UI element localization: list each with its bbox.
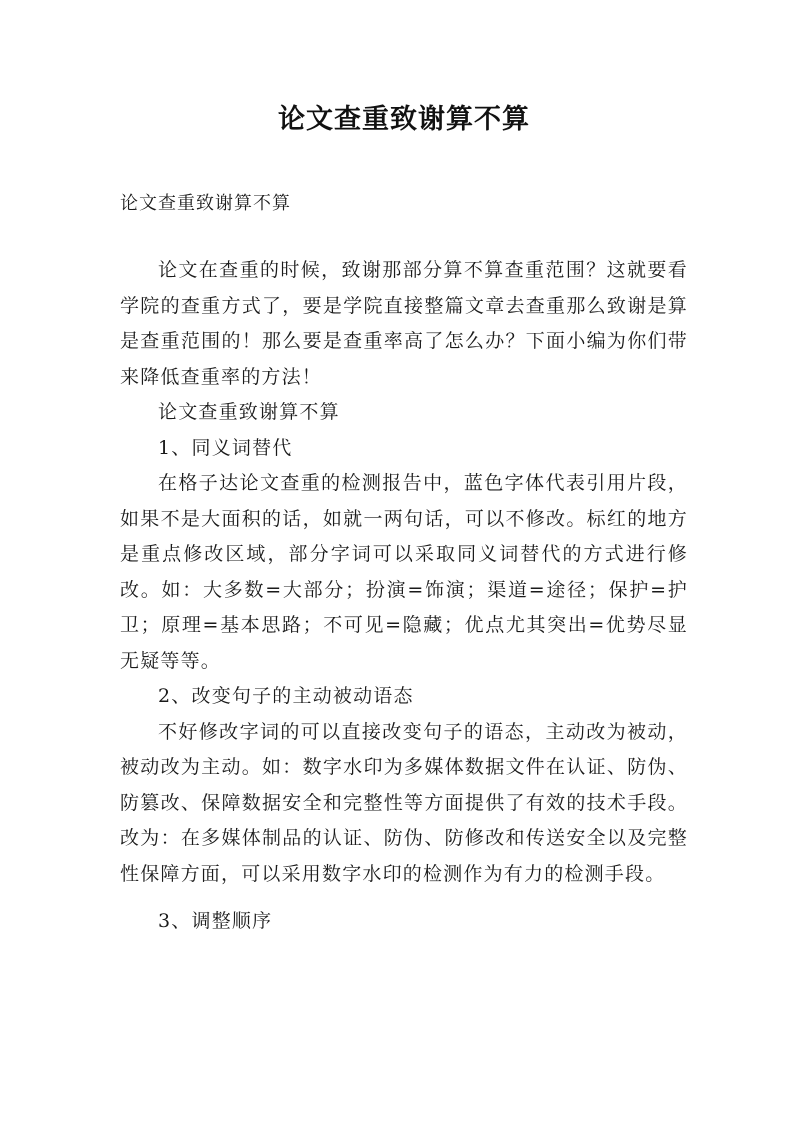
method-paragraph-1: 在格子达论文查重的检测报告中，蓝色字体代表引用片段，如果不是大面积的话，如就一两句话，可以不修改。标红的地方是重点修改区域，部分字词可以采取同义词替代的方式进行修改。如：大多数=大部分；扮演=饰演；渠道=途径；保护=护卫；原理=基本思路；不可见=隐藏；优点尤其突出=优势尽显无疑等等。 <box>120 472 688 672</box>
method-heading-2: 2、改变句子的主动被动语态 <box>158 685 414 707</box>
document-subtitle: 论文查重致谢算不算 <box>120 193 291 214</box>
method-heading-3: 3、调整顺序 <box>158 910 273 932</box>
method-paragraph-2: 不好修改字词的可以直接改变句子的语态，主动改为被动，被动改为主动。如：数字水印为多媒体数据文件在认证、防伪、防篡改、保障数据安全和完整性等方面提供了有效的技术手段。改为：在多媒体制品的认证、防伪、防修改和传送安全以及完整性保障方面，可以采用数字水印的检测作为有力的检测手段。 <box>120 720 688 885</box>
intro-paragraph: 论文在查重的时候，致谢那部分算不算查重范围？这就要看学院的查重方式了，要是学院直接整篇文章去查重那么致谢是算是查重范围的！那么要是查重率高了怎么办？下面小编为你们带来降低查重率的方法！ <box>120 259 688 388</box>
method-heading-1: 1、同义词替代 <box>158 436 293 459</box>
section-title: 论文查重致谢算不算 <box>158 401 340 423</box>
document-body <box>120 253 688 940</box>
document-title: 论文查重致谢算不算 <box>278 104 530 135</box>
